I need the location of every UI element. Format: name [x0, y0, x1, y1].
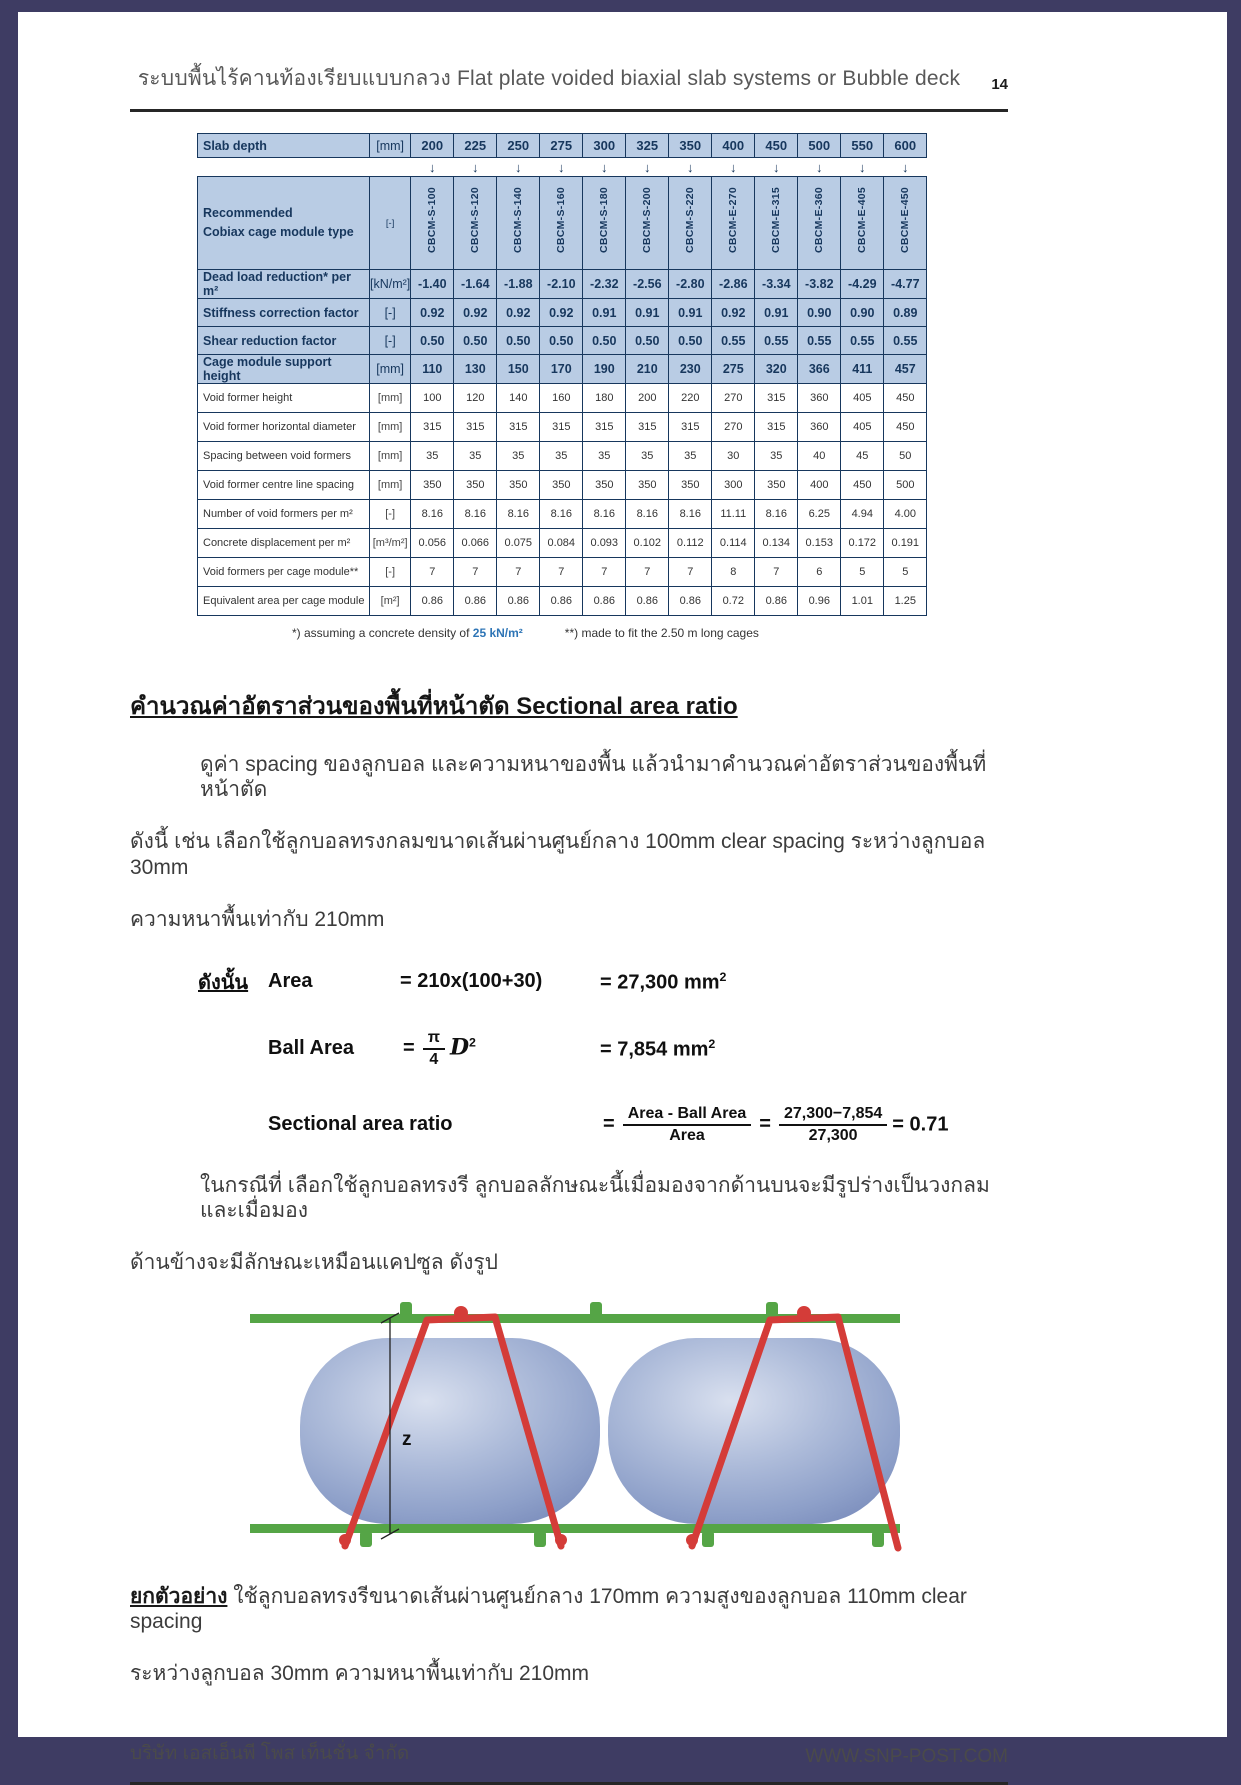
cell-value: 0.55 [755, 327, 798, 355]
capsule-ball [300, 1338, 600, 1524]
down-arrow-icon: ↓ [497, 158, 540, 177]
cell-value: 300 [712, 471, 755, 500]
cell-value: 40 [798, 442, 841, 471]
row-label: Void former height [198, 384, 370, 413]
module-name: CBCM-S-220 [684, 187, 697, 254]
row-label: Void former centre line spacing [198, 471, 370, 500]
cell-value: 8 [712, 558, 755, 587]
cell-value: 6 [798, 558, 841, 587]
page-title-en: Flat plate voided biaxial slab systems or Bubble deck [450, 67, 961, 90]
row-label: Concrete displacement per m² [198, 529, 370, 558]
table-row [198, 500, 927, 529]
module-cell [841, 177, 884, 270]
footer-company: บริษัท เอสเอ็นพี โพส เท็นชั่น จำกัด [130, 1743, 410, 1765]
cell-value: 7 [755, 558, 798, 587]
cell-value: 270 [712, 413, 755, 442]
cell-value: 35 [454, 442, 497, 471]
cell-value: 0.92 [712, 299, 755, 327]
module-name: CBCM-S-100 [426, 187, 439, 254]
module-cell [540, 177, 583, 270]
cell-value: 350 [540, 471, 583, 500]
cell-value: 315 [497, 413, 540, 442]
cell-value: 315 [411, 413, 454, 442]
cell-value: 35 [669, 442, 712, 471]
cell-value: 0.50 [454, 327, 497, 355]
table-row [198, 327, 927, 355]
section-heading: คำนวณค่าอัตราส่วนของพื้นที่หน้าตัด Sectional area ratio [130, 693, 738, 720]
cell-value: 35 [540, 442, 583, 471]
row-unit: [m³/m²] [370, 529, 411, 558]
page-title-thai: ระบบพื้นไร้คานท้องเรียบแบบกลวง [137, 67, 451, 90]
cell-value: 350 [583, 471, 626, 500]
module-name: CBCM-E-450 [899, 187, 912, 254]
cell-value: 50 [884, 442, 927, 471]
cell-value: 45 [841, 442, 884, 471]
row-unit: [-] [370, 500, 411, 529]
girder-knot [797, 1306, 811, 1320]
table-row [198, 355, 927, 384]
cell-value: 315 [540, 413, 583, 442]
slab-depth-value: 500 [798, 134, 841, 158]
row-label: Void former horizontal diameter [198, 413, 370, 442]
cell-value: 7 [669, 558, 712, 587]
cell-value: 120 [454, 384, 497, 413]
cell-value: 315 [626, 413, 669, 442]
cell-value: 0.86 [497, 587, 540, 616]
rebar-stud [590, 1302, 602, 1317]
row-label: Dead load reduction* per m² [198, 270, 370, 299]
module-name: CBCM-E-405 [856, 187, 869, 254]
cell-value: 7 [454, 558, 497, 587]
down-arrow-icon: ↓ [583, 158, 626, 177]
row-unit: [mm] [370, 442, 411, 471]
slab-depth-value: 250 [497, 134, 540, 158]
down-arrow-icon: ↓ [626, 158, 669, 177]
row-unit: [mm] [370, 471, 411, 500]
cell-value: -2.86 [712, 270, 755, 299]
cell-value: -2.56 [626, 270, 669, 299]
formula-name: Sectional area ratio [268, 1113, 453, 1136]
cell-value: -2.32 [583, 270, 626, 299]
row-unit: [mm] [370, 355, 411, 384]
table-cell [198, 158, 370, 177]
paragraph-line: ยกตัวอย่าง ใช้ลูกบอลทรงรีขนาดเส้นผ่านศูนย์กลาง 170mm ความสูงของลูกบอล 110mm clear spacing [130, 1584, 967, 1633]
row-unit: [mm] [370, 413, 411, 442]
cell-value: 7 [540, 558, 583, 587]
cell-value: 35 [626, 442, 669, 471]
row-unit: [m²] [370, 587, 411, 616]
cell-value: 8.16 [626, 500, 669, 529]
cell-value: 0.86 [669, 587, 712, 616]
girder-knot [686, 1534, 698, 1546]
cell-value: 0.55 [884, 327, 927, 355]
cell-value: 8.16 [669, 500, 712, 529]
cell-value: 360 [798, 413, 841, 442]
paragraph-line: ดูค่า spacing ของลูกบอล และความหนาของพื้น แล้วนำมาคำนวณค่าอัตราส่วนของพื้นที่หน้าตัด [200, 753, 987, 802]
formula-sectional-ratio [130, 1104, 1008, 1146]
paragraph-line: ในกรณีที่ เลือกใช้ลูกบอลทรงรี ลูกบอลลักษณะนี้เมื่อมองจากด้านบนจะมีรูปร่างเป็นวงกลม และเมื่อมอง [200, 1173, 990, 1223]
footer-website: WWW.SNP-POST.COM [805, 1746, 1008, 1768]
module-name: CBCM-E-270 [727, 187, 740, 254]
down-arrow-icon: ↓ [798, 158, 841, 177]
table-cell [370, 158, 411, 177]
module-cell [411, 177, 454, 270]
down-arrow-icon: ↓ [884, 158, 927, 177]
cell-value: 8.16 [755, 500, 798, 529]
module-cell [583, 177, 626, 270]
table-row [198, 529, 927, 558]
row-unit: [-] [370, 558, 411, 587]
cell-value: 0.86 [755, 587, 798, 616]
row-label: Equivalent area per cage module [198, 587, 370, 616]
cell-value: 320 [755, 355, 798, 384]
cell-value: 11.11 [712, 500, 755, 529]
cell-value: 7 [583, 558, 626, 587]
module-name: CBCM-S-140 [512, 187, 525, 254]
cell-value: 8.16 [540, 500, 583, 529]
down-arrow-icon: ↓ [540, 158, 583, 177]
module-name: CBCM-E-360 [813, 187, 826, 254]
formula-result: = 0.71 [892, 1113, 949, 1136]
cell-value: -4.77 [884, 270, 927, 299]
rebar-stud [360, 1531, 372, 1547]
cell-value: 0.55 [798, 327, 841, 355]
table-row [198, 299, 927, 327]
cell-value: 315 [755, 413, 798, 442]
cell-value: 8.16 [497, 500, 540, 529]
row-label: Number of void formers per m² [198, 500, 370, 529]
cell-value: -3.82 [798, 270, 841, 299]
cell-value: 315 [454, 413, 497, 442]
row-unit: [mm] [370, 134, 411, 158]
example-paragraph [130, 1584, 1008, 1687]
formula-expression: = $\frac{\pi}{4}$ $D^2$ [403, 1028, 476, 1068]
module-name: CBCM-S-180 [598, 187, 611, 254]
cell-value: 450 [884, 384, 927, 413]
table-row [198, 471, 927, 500]
formula-area [130, 966, 1008, 998]
cell-value: 190 [583, 355, 626, 384]
table-row [198, 270, 927, 299]
cell-value: 8.16 [583, 500, 626, 529]
cell-value: 5 [841, 558, 884, 587]
table-row [198, 384, 927, 413]
cell-value: 400 [798, 471, 841, 500]
cell-value: 0.093 [583, 529, 626, 558]
cell-value: 0.92 [411, 299, 454, 327]
girder-knot [454, 1306, 468, 1320]
cell-value: 315 [669, 413, 712, 442]
cell-value: 1.01 [841, 587, 884, 616]
down-arrow-icon: ↓ [411, 158, 454, 177]
cell-value: 4.94 [841, 500, 884, 529]
slab-depth-value: 350 [669, 134, 712, 158]
cell-value: 0.91 [669, 299, 712, 327]
cell-value: 350 [626, 471, 669, 500]
formula-ball-area [130, 1028, 1008, 1070]
cell-value: 220 [669, 384, 712, 413]
module-name: CBCM-E-315 [770, 187, 783, 254]
cell-value: 8.16 [454, 500, 497, 529]
cell-value: 0.86 [411, 587, 454, 616]
cell-value: 0.92 [454, 299, 497, 327]
module-cell [798, 177, 841, 270]
cell-value: 315 [583, 413, 626, 442]
cell-value: 405 [841, 384, 884, 413]
row-unit: [mm] [370, 384, 411, 413]
cell-value: 0.86 [583, 587, 626, 616]
cell-value: 4.00 [884, 500, 927, 529]
cell-value: 0.50 [669, 327, 712, 355]
down-arrow-icon: ↓ [841, 158, 884, 177]
cell-value: 350 [669, 471, 712, 500]
cell-value: 0.55 [841, 327, 884, 355]
cell-value: 0.50 [497, 327, 540, 355]
row-label: Void formers per cage module** [198, 558, 370, 587]
cell-value: 0.72 [712, 587, 755, 616]
cell-value: 0.91 [626, 299, 669, 327]
table-header-row [198, 134, 927, 158]
down-arrow-icon: ↓ [669, 158, 712, 177]
cell-value: 7 [411, 558, 454, 587]
cell-value: 0.056 [411, 529, 454, 558]
cell-value: 0.86 [540, 587, 583, 616]
module-name: CBCM-S-200 [641, 187, 654, 254]
cell-value: 450 [841, 471, 884, 500]
cell-value: -3.34 [755, 270, 798, 299]
cell-value: 0.50 [583, 327, 626, 355]
cell-value: 0.86 [454, 587, 497, 616]
document-page [18, 12, 1227, 1768]
slab-depth-value: 450 [755, 134, 798, 158]
paragraph-line: ดังนี้ เช่น เลือกใช้ลูกบอลทรงกลมขนาดเส้นผ่านศูนย์กลาง 100mm clear spacing ระหว่างลูกบอล 30mm [130, 830, 986, 879]
module-cell [755, 177, 798, 270]
module-cell [454, 177, 497, 270]
cell-value: 35 [411, 442, 454, 471]
slab-depth-value: 200 [411, 134, 454, 158]
cell-value: 0.191 [884, 529, 927, 558]
row-label: Shear reduction factor [198, 327, 370, 355]
formula-intro-label: ดังนั้น [198, 971, 249, 994]
module-name: CBCM-S-160 [555, 187, 568, 254]
row-unit: [-] [370, 299, 411, 327]
row-label: Spacing between void formers [198, 442, 370, 471]
cell-value: 7 [626, 558, 669, 587]
table-row [198, 587, 927, 616]
module-name: CBCM-S-120 [469, 187, 482, 254]
cell-value: 170 [540, 355, 583, 384]
row-label [198, 177, 370, 270]
formula-name: Area [268, 970, 313, 993]
cell-value: 0.075 [497, 529, 540, 558]
cell-value: 1.25 [884, 587, 927, 616]
module-type-row [198, 177, 927, 270]
module-cell [626, 177, 669, 270]
row-label: Slab depth [198, 134, 370, 158]
module-cell [712, 177, 755, 270]
down-arrow-icon: ↓ [454, 158, 497, 177]
table-row [198, 558, 927, 587]
cell-value: 150 [497, 355, 540, 384]
capsule-void-formers-drawing [250, 1302, 900, 1552]
row-unit: [-] [370, 177, 411, 270]
cell-value: 140 [497, 384, 540, 413]
row-label-line: Recommended [203, 206, 293, 221]
cell-value: 180 [583, 384, 626, 413]
cell-value: 230 [669, 355, 712, 384]
cell-value: 5 [884, 558, 927, 587]
arrow-row [198, 158, 927, 177]
cell-value: 0.90 [798, 299, 841, 327]
cell-value: 0.91 [583, 299, 626, 327]
formula-expression: = $\frac{\text{Area - Ball Area}}{\text{Area}}$ = $\frac{27,300-7,854}{27,300}$ = 0.71 [603, 1104, 949, 1144]
paragraph-line: ด้านข้างจะมีลักษณะเหมือนแคปซูล ดังรูป [130, 1251, 499, 1275]
cell-value: 7 [497, 558, 540, 587]
cell-value: 0.89 [884, 299, 927, 327]
footnote-cages: **) made to fit the 2.50 m long cages [564, 626, 759, 640]
cell-value: 0.172 [841, 529, 884, 558]
rebar-stud [702, 1531, 714, 1547]
cell-value: -1.64 [454, 270, 497, 299]
down-arrow-icon: ↓ [712, 158, 755, 177]
slab-depth-value: 225 [454, 134, 497, 158]
cell-value: 0.96 [798, 587, 841, 616]
table-row [198, 442, 927, 471]
page-number: 14 [991, 76, 1008, 93]
row-label: Stiffness correction factor [198, 299, 370, 327]
rebar-stud [400, 1302, 412, 1317]
page-footer [130, 1738, 1008, 1768]
cell-value: 0.153 [798, 529, 841, 558]
rebar-stud [766, 1302, 778, 1317]
cell-value: -2.10 [540, 270, 583, 299]
paragraph-2 [130, 1173, 1008, 1276]
z-dimension-label: z [402, 1428, 412, 1450]
paragraph-line: ระหว่างลูกบอล 30mm ความหนาพื้นเท่ากับ 210mm [130, 1661, 590, 1685]
module-cell [669, 177, 712, 270]
paragraph-line: ความหนาพื้นเท่ากับ 210mm [130, 907, 385, 931]
cell-value: 200 [626, 384, 669, 413]
cell-value: 0.084 [540, 529, 583, 558]
cell-value: 0.134 [755, 529, 798, 558]
cell-value: 0.114 [712, 529, 755, 558]
cell-value: 405 [841, 413, 884, 442]
table-footnotes [292, 626, 1008, 640]
cell-value: 130 [454, 355, 497, 384]
formula-name: Ball Area [268, 1037, 354, 1060]
page-header [130, 62, 1008, 95]
footnote-density-value: 25 kN/m² [472, 626, 523, 640]
page-title [130, 62, 968, 95]
slab-depth-value: 325 [626, 134, 669, 158]
cell-value: 350 [454, 471, 497, 500]
row-unit: [-] [370, 327, 411, 355]
row-label: Cage module support height [198, 355, 370, 384]
rebar-stud [534, 1531, 546, 1547]
cell-value: 350 [411, 471, 454, 500]
cell-value: 500 [884, 471, 927, 500]
cell-value: 0.86 [626, 587, 669, 616]
cell-value: 0.066 [454, 529, 497, 558]
cell-value: 350 [497, 471, 540, 500]
cell-value: -2.80 [669, 270, 712, 299]
cell-value: 0.112 [669, 529, 712, 558]
cell-value: 275 [712, 355, 755, 384]
cell-value: 0.50 [626, 327, 669, 355]
slab-depth-value: 300 [583, 134, 626, 158]
cell-value: 360 [798, 384, 841, 413]
cell-value: 6.25 [798, 500, 841, 529]
cell-value: 366 [798, 355, 841, 384]
girder-knot [339, 1534, 351, 1546]
cell-value: 35 [583, 442, 626, 471]
cell-value: 110 [411, 355, 454, 384]
formula-result: = 7,854 $mm^2$ [600, 1036, 716, 1061]
cell-value: 160 [540, 384, 583, 413]
header-rule [130, 109, 1008, 112]
cell-value: 0.90 [841, 299, 884, 327]
formula-result: = 27,300 $mm^2$ [600, 969, 727, 994]
cell-value: 350 [755, 471, 798, 500]
slab-depth-value: 400 [712, 134, 755, 158]
slab-depth-value: 550 [841, 134, 884, 158]
table-row [198, 413, 927, 442]
cell-value: 0.92 [540, 299, 583, 327]
cell-value: 0.92 [497, 299, 540, 327]
cell-value: -4.29 [841, 270, 884, 299]
example-label: ยกตัวอย่าง [130, 1584, 228, 1608]
cell-value: 210 [626, 355, 669, 384]
slab-depth-value: 600 [884, 134, 927, 158]
cell-value: 270 [712, 384, 755, 413]
cell-value: 0.50 [411, 327, 454, 355]
cell-value: 0.50 [540, 327, 583, 355]
module-cell [497, 177, 540, 270]
cell-value: 0.55 [712, 327, 755, 355]
rebar-stud [872, 1531, 884, 1547]
cell-value: 35 [755, 442, 798, 471]
cobiax-table [197, 133, 927, 616]
cell-value: 315 [755, 384, 798, 413]
slab-depth-value: 275 [540, 134, 583, 158]
cell-value: 450 [884, 413, 927, 442]
cell-value: 0.102 [626, 529, 669, 558]
down-arrow-icon: ↓ [755, 158, 798, 177]
footnote-density: *) assuming a concrete density of [292, 626, 473, 640]
paragraph-1 [130, 752, 1008, 932]
cell-value: 8.16 [411, 500, 454, 529]
cell-value: 0.91 [755, 299, 798, 327]
cell-value: 100 [411, 384, 454, 413]
cell-value: 411 [841, 355, 884, 384]
row-unit: [kN/m²] [370, 270, 411, 299]
cell-value: 35 [497, 442, 540, 471]
girder-knot [555, 1534, 567, 1546]
cell-value: -1.40 [411, 270, 454, 299]
bubble-deck-figure [250, 1302, 1008, 1557]
cell-value: -1.88 [497, 270, 540, 299]
cell-value: 30 [712, 442, 755, 471]
cell-value: 457 [884, 355, 927, 384]
row-label-line: Cobiax cage module type [203, 225, 354, 239]
formula-expression: = 210x(100+30) [400, 970, 543, 993]
module-cell [884, 177, 927, 270]
